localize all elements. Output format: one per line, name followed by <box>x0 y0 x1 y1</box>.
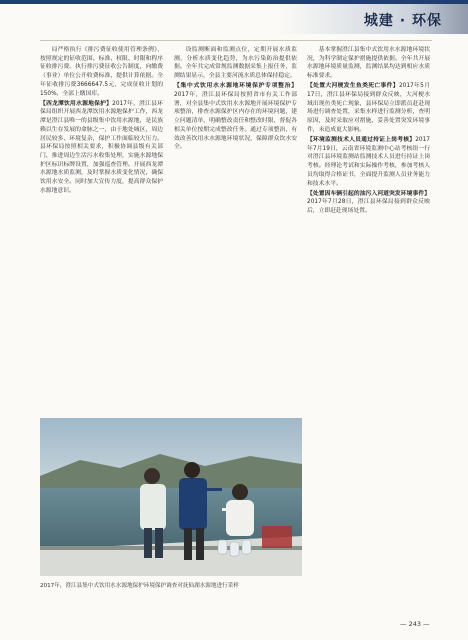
text-column-1 <box>40 46 163 197</box>
article-body: 2017年7月28日，澄江县环保局接到群众反映后，立即赶赴现场处置。 <box>307 199 430 215</box>
photo-illustration <box>40 418 302 576</box>
equipment-case <box>262 526 292 548</box>
article-paragraph <box>307 190 430 216</box>
article-heading: 【集中式饮用水水源地环境保护专项整治】 <box>174 83 297 90</box>
article-heading: 【环境监测技术人员通过持证上岗考核】 <box>307 137 416 144</box>
article-heading: 【西龙潭饮用水源地保护】 <box>40 100 113 107</box>
article-paragraph <box>174 82 297 152</box>
article-paragraph <box>307 136 430 188</box>
article-body: 2017年5月17日，澄江县环保局接到群众反映，大河梗水域出现鱼类死亡现象，县环保局立即派员赶赴现场进行调查处置，采集水样进行监测分析，查明原因，及时采取应对措施，妥善处置突发环境事件，未造成更大影响。 <box>307 83 430 133</box>
body-paragraph: 基本掌握澄江县集中式饮用水水源地环境状况，为科学制定保护措施提供依据。全年共开展水源地环境质量监测，监测结果均达到相应水质标准要求。 <box>307 47 430 80</box>
page-header <box>0 0 468 46</box>
article-body: 2017年，澄江县环保局组织开展西龙潭饮用水源地保护工作，西龙潭是澄江县唯一的县级集中饮用水源地，是民族赖以生存发展的命脉之一，由于地处城区，周边居民较多、环境复杂，保护工作面临较大压力。县环保局按照相关要求，积极协调县级有关部门，推进周边生活污水收集处理，实施水源地保护区标识标牌设置，加强巡查管理。开展西龙潭水源地水质监测，及时掌握水质变化情况，确保饮用水安全。同时加大宣传力度，提高群众保护水源地意识。 <box>40 100 163 194</box>
body-paragraph: 设监测断面和监测点位，定期开展水质监测，分析水质变化趋势，为水污染防治提供依据。全年共完成常规监测数据采集上报任务，监测结果显示，全县主要河流水质总体保持稳定。 <box>174 47 297 80</box>
article-paragraph <box>40 100 163 196</box>
article-heading: 【处置因车辆引起的油污入河道突发环境事件】 <box>307 190 430 197</box>
article-paragraph <box>307 82 430 134</box>
article-body: 2017年，澄江县环保局按照省市有关工作部署，对全县集中式饮用水水源地开展环境保护专项整治，排查水源保护区内存在的环境问题，建立问题清单，明确整改责任和整改时限，督促各相关单位按期完成整改任务。通过专项整治，有效改善饮用水水源地环境状况，保障群众饮水安全。 <box>174 92 297 151</box>
article-body: 2017年7月19日，云南省环境监测中心站考核组一行对澄江县环境监测站监测技术人员进行持证上岗考核。经理论考试和实际操作考核，参加考核人员均取得合格证书，全面提升监测人员业务能力和技术水平。 <box>307 137 430 187</box>
sample-bottles <box>218 540 251 556</box>
field-sampling-photo <box>40 418 302 576</box>
article-heading: 【处置大河梗发生鱼类死亡事件】 <box>307 83 399 90</box>
text-column-3 <box>307 46 430 217</box>
photo-caption: 2017年，澄江县集中式饮用水水源地保护环境保护调查对抚仙湖水源地进行采样 <box>40 583 239 589</box>
header-divider <box>40 40 432 41</box>
body-paragraph: 局严格执行《排污费征收使用管理条例》，按照规定的征收范围、标准、权限、时限和程序征收排污费。执行排污费征收公告制度，向缴费（事业）单位公开收费标准，提供计算依据。全年征收排污费3666647.5元，完成征收计划的150%，全部上缴国库。 <box>40 47 163 97</box>
page-number: — 243 — <box>400 620 430 628</box>
text-column-2 <box>174 46 297 153</box>
section-title: 城建 · 环保 <box>363 13 442 29</box>
